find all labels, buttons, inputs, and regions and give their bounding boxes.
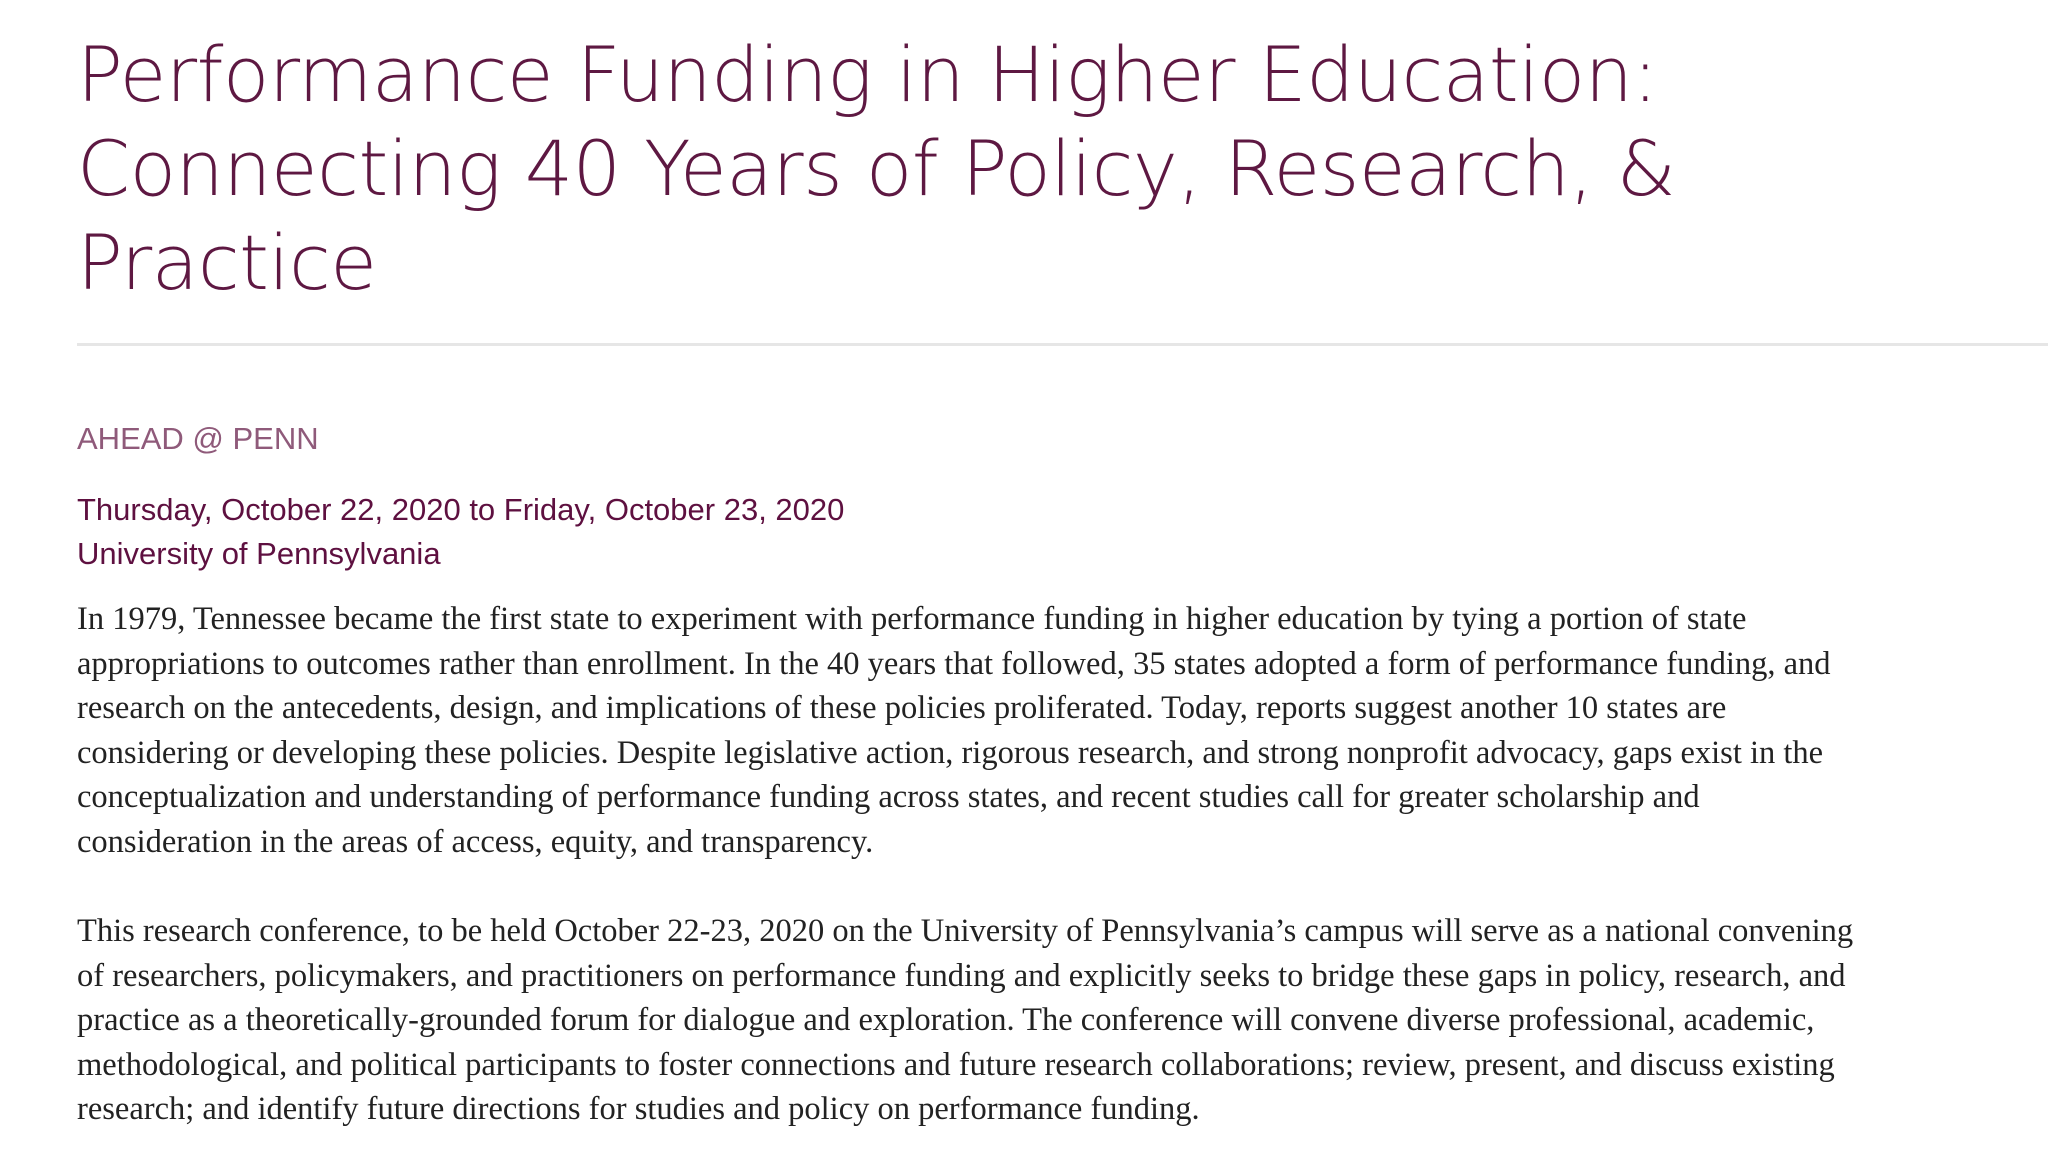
paragraph-line: This research conference, to be held October 22-23, 2020 on the University of Pennsylvania’s campus will serve as a national convening bbox=[77, 913, 1854, 949]
conference-paragraph bbox=[77, 909, 2047, 1132]
paragraph-line: appropriations to outcomes rather than enrollment. In the 40 years that followed, 35 states adopted a form of performance funding, and bbox=[77, 645, 1831, 682]
event-location: University of Pennsylvania bbox=[77, 536, 441, 571]
paragraph-line: consideration in the areas of access, equity, and transparency. bbox=[77, 823, 874, 860]
paragraph-line: practice as a theoretically-grounded forum for dialogue and exploration. The conference will convene diverse professional, academic, bbox=[77, 1002, 1815, 1039]
paragraph-line: of researchers, policymakers, and practitioners on performance funding and explicitly seeks to bridge these gaps in policy, research, and bbox=[77, 957, 1846, 994]
page-title bbox=[77, 28, 1977, 310]
paragraph-line: research; and identify future directions for studies and policy on performance funding. bbox=[77, 1091, 1200, 1128]
event-dates: Thursday, October 22, 2020 to Friday, October 23, 2020 bbox=[77, 492, 845, 527]
page-title-line-2: Connecting 40 Years of Policy, Research, & bbox=[77, 124, 1676, 213]
event-details bbox=[77, 488, 844, 576]
paragraph-line: conceptualization and understanding of performance funding across states, and recent studies call for greater scholarship and bbox=[77, 779, 1700, 816]
event-organizer: AHEAD @ PENN bbox=[77, 421, 319, 456]
page-title-line-1: Performance Funding in Higher Education: bbox=[77, 30, 1658, 119]
title-divider bbox=[77, 343, 2048, 346]
intro-paragraph bbox=[77, 597, 2047, 865]
page-title-line-3: Practice bbox=[77, 218, 377, 307]
paragraph-line: In 1979, Tennessee became the first state to experiment with performance funding in higher education by tying a portion of state bbox=[77, 601, 1747, 637]
paragraph-line: research on the antecedents, design, and implications of these policies proliferated. Today, reports suggest another 10 states are bbox=[77, 690, 1727, 727]
paragraph-line: methodological, and political participants to foster connections and future research collaborations; review, present, and discuss existing bbox=[77, 1046, 1835, 1083]
paragraph-line: considering or developing these policies. Despite legislative action, rigorous research, and strong nonprofit advocacy, gaps exist in the bbox=[77, 734, 1824, 771]
